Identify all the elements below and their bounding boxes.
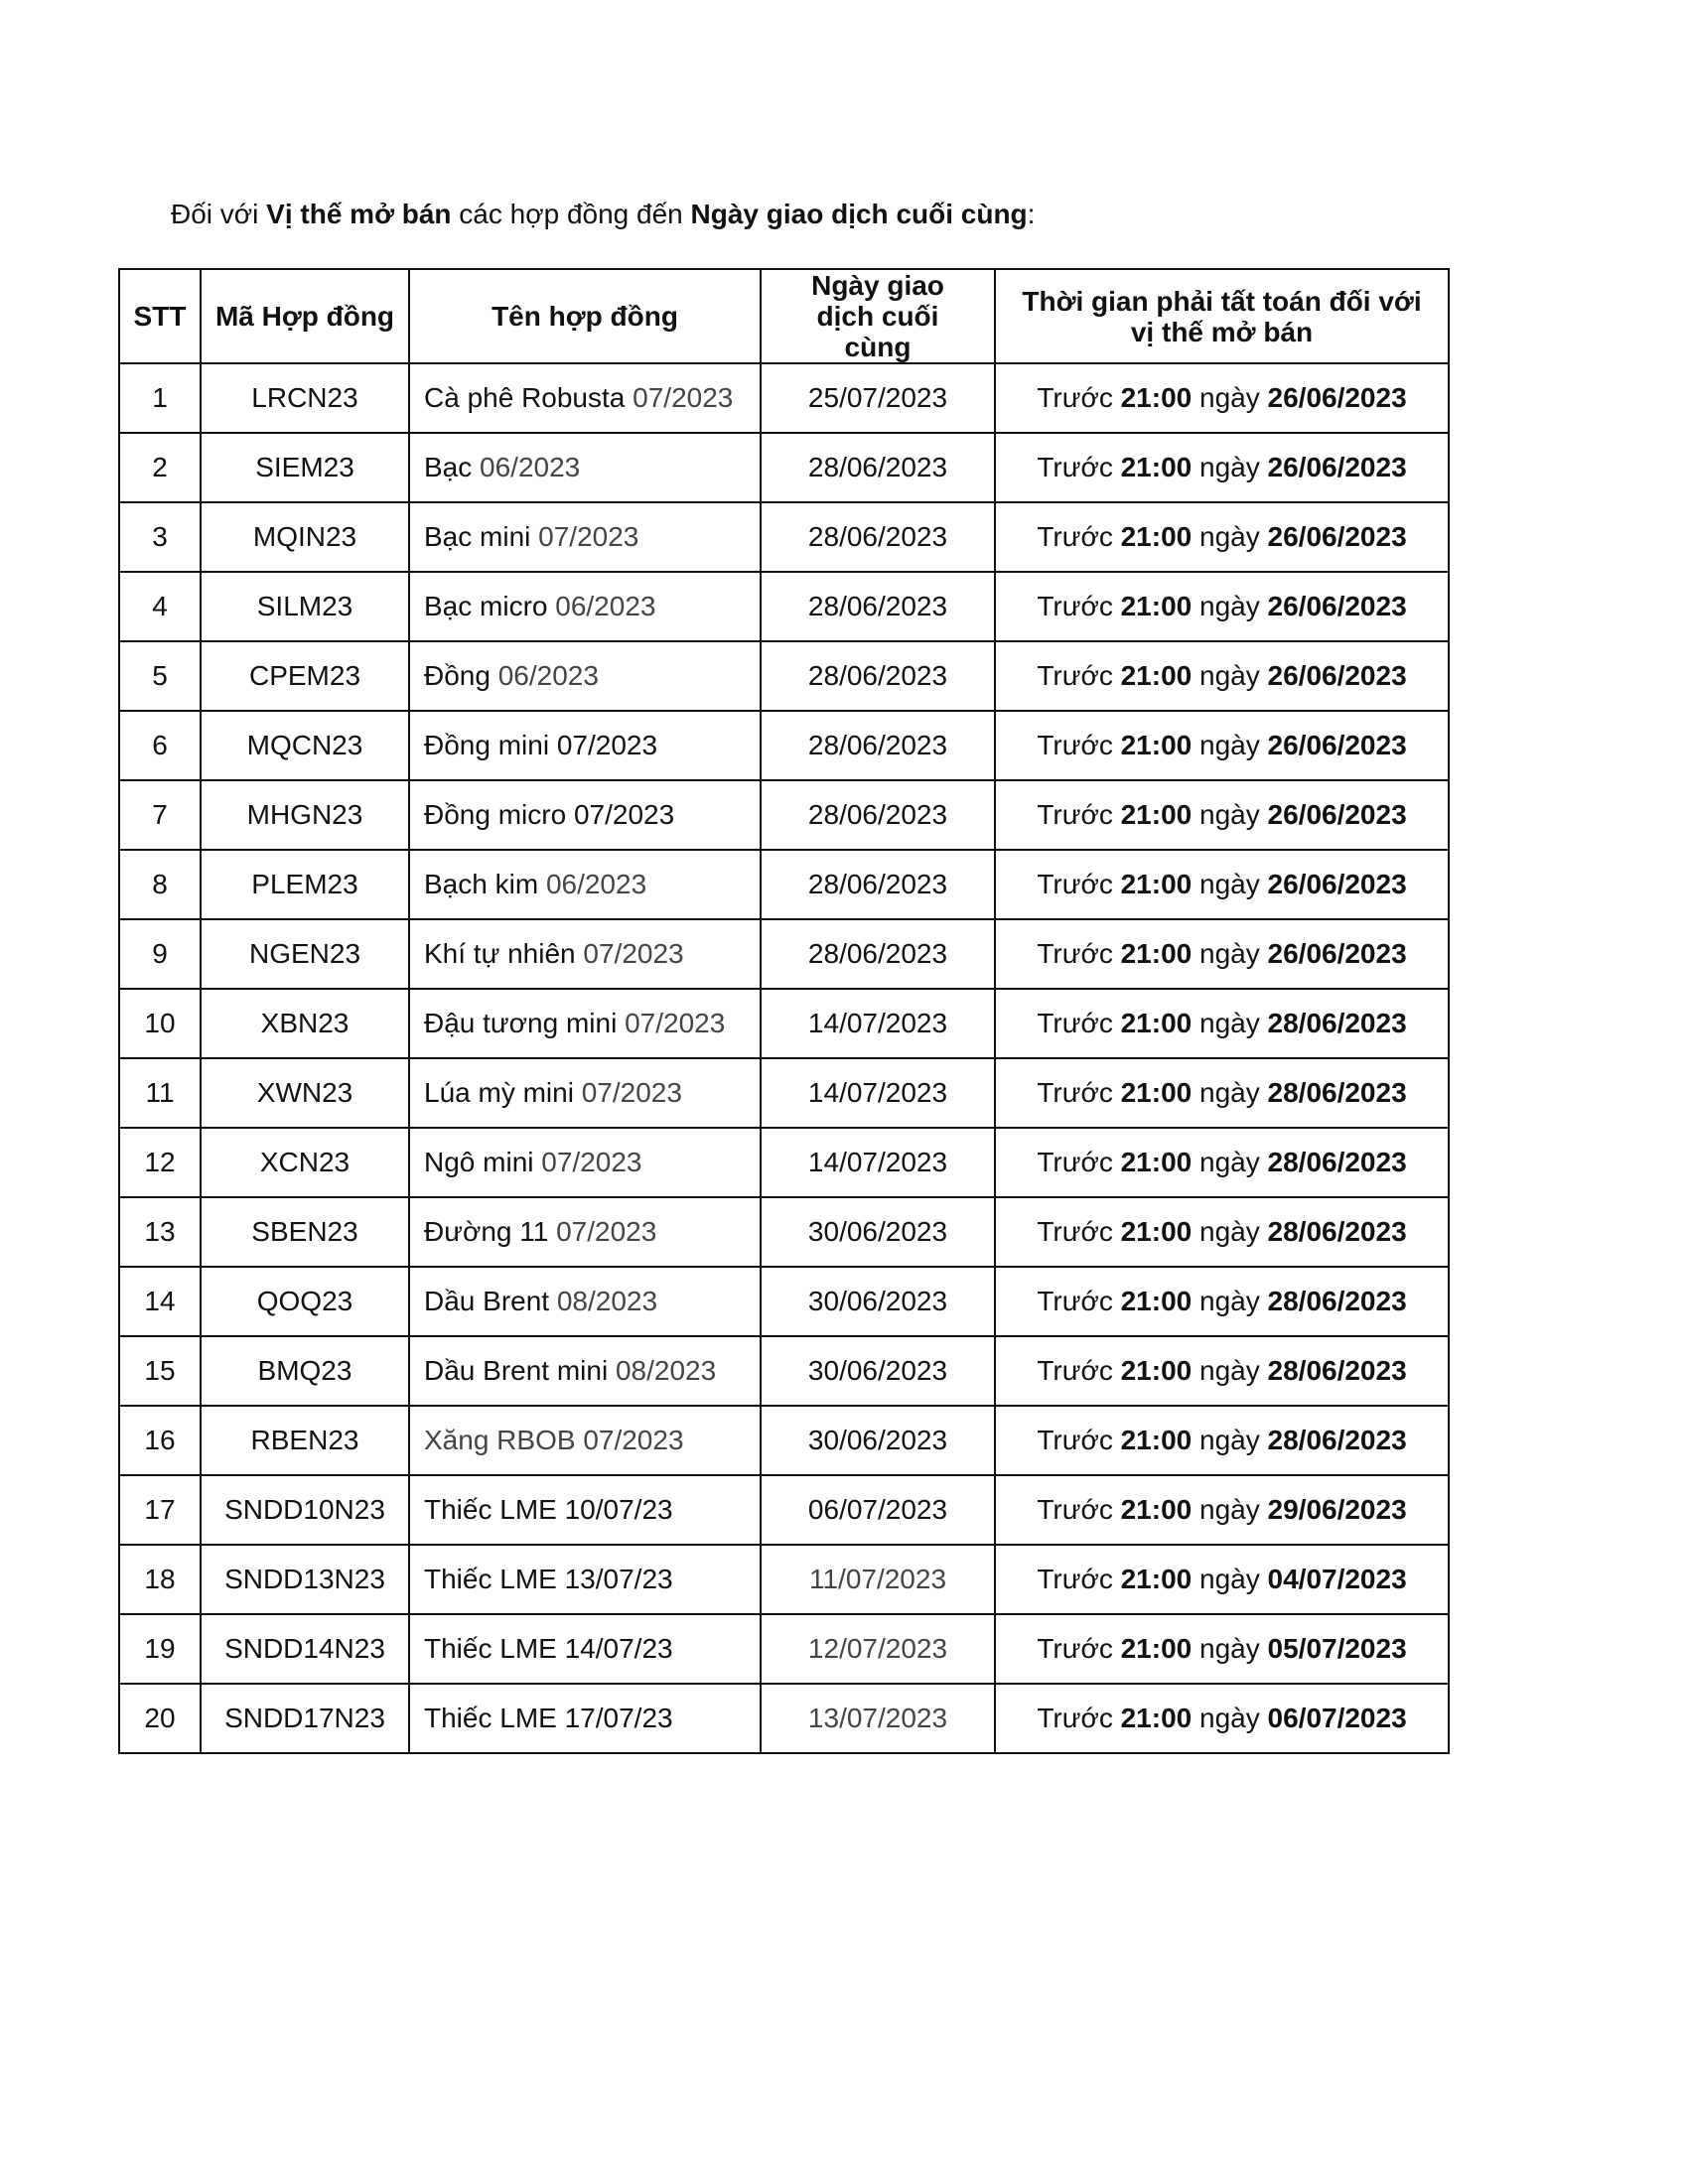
deadline-prefix: Trước — [1037, 1008, 1113, 1038]
deadline-date: 28/06/2023 — [1267, 1286, 1407, 1316]
contract-name-text: Dầu Brent — [424, 1286, 550, 1316]
cell-settlement-deadline — [995, 1545, 1449, 1614]
cell-settlement-deadline — [995, 850, 1449, 919]
contract-name-text: Ngô mini — [424, 1147, 534, 1177]
deadline-date: 06/07/2023 — [1267, 1703, 1407, 1733]
cell-last-trading-day: 30/06/2023 — [761, 1267, 995, 1336]
cell-stt: 8 — [119, 850, 201, 919]
deadline-prefix: Trước — [1037, 799, 1113, 830]
table-row — [119, 502, 1449, 572]
cell-contract-code: SNDD10N23 — [201, 1475, 409, 1545]
cell-stt: 14 — [119, 1267, 201, 1336]
cell-settlement-deadline — [995, 711, 1449, 780]
deadline-date: 28/06/2023 — [1267, 1355, 1407, 1386]
deadline-word: ngày — [1199, 799, 1260, 830]
table-row — [119, 711, 1449, 780]
deadline-date: 26/06/2023 — [1267, 799, 1407, 830]
contract-name-text: Thiếc LME — [424, 1494, 557, 1525]
contract-month-text: 07/2023 — [583, 1425, 684, 1455]
deadline-prefix: Trước — [1037, 938, 1113, 969]
deadline-time: 21:00 — [1120, 869, 1193, 899]
cell-contract-code: XWN23 — [201, 1058, 409, 1128]
cell-contract-name — [409, 1545, 761, 1614]
intro-bold-last-trading-day: Ngày giao dịch cuối cùng — [690, 199, 1028, 229]
cell-contract-name — [409, 850, 761, 919]
contract-name-text: Xăng RBOB — [424, 1425, 576, 1455]
cell-contract-name — [409, 363, 761, 433]
contract-name-text: Bạc — [424, 452, 473, 482]
table-row — [119, 1684, 1449, 1753]
cell-stt: 12 — [119, 1128, 201, 1197]
intro-text-1: Đối với — [171, 199, 267, 229]
header-contract-name: Tên hợp đồng — [409, 269, 761, 363]
deadline-time: 21:00 — [1120, 1355, 1193, 1386]
cell-settlement-deadline — [995, 433, 1449, 502]
deadline-word: ngày — [1199, 452, 1260, 482]
cell-last-trading-day: 28/06/2023 — [761, 919, 995, 989]
cell-contract-code: SNDD17N23 — [201, 1684, 409, 1753]
contract-month-text: 08/2023 — [615, 1355, 717, 1386]
cell-contract-code: RBEN23 — [201, 1406, 409, 1475]
deadline-word: ngày — [1199, 1564, 1260, 1594]
cell-contract-name — [409, 780, 761, 850]
cell-settlement-deadline — [995, 1267, 1449, 1336]
contract-month-text: 06/2023 — [545, 869, 647, 899]
deadline-prefix: Trước — [1037, 1286, 1113, 1316]
contract-month-text: 10/07/23 — [564, 1494, 673, 1525]
deadline-date: 26/06/2023 — [1267, 452, 1407, 482]
cell-contract-name — [409, 1058, 761, 1128]
cell-stt: 11 — [119, 1058, 201, 1128]
deadline-time: 21:00 — [1120, 938, 1193, 969]
cell-contract-name — [409, 502, 761, 572]
deadline-date: 26/06/2023 — [1267, 938, 1407, 969]
cell-stt: 19 — [119, 1614, 201, 1684]
table-row — [119, 1128, 1449, 1197]
deadline-date: 26/06/2023 — [1267, 382, 1407, 413]
cell-last-trading-day: 14/07/2023 — [761, 989, 995, 1058]
cell-stt: 16 — [119, 1406, 201, 1475]
cell-contract-name — [409, 1684, 761, 1753]
deadline-word: ngày — [1199, 521, 1260, 552]
contract-month-text: 07/2023 — [573, 799, 675, 830]
contract-month-text: 07/2023 — [625, 1008, 726, 1038]
table-row — [119, 363, 1449, 433]
table-row — [119, 1406, 1449, 1475]
deadline-word: ngày — [1199, 1147, 1260, 1177]
contract-name-text: Dầu Brent mini — [424, 1355, 609, 1386]
contract-name-text: Thiếc LME — [424, 1564, 557, 1594]
contract-month-text: 07/2023 — [556, 1216, 657, 1247]
deadline-time: 21:00 — [1120, 1703, 1193, 1733]
deadline-word: ngày — [1199, 1355, 1260, 1386]
cell-contract-name — [409, 1267, 761, 1336]
deadline-word: ngày — [1199, 1494, 1260, 1525]
intro-text-2: các hợp đồng đến — [451, 199, 691, 229]
table-header-row — [119, 269, 1449, 363]
deadline-word: ngày — [1199, 382, 1260, 413]
deadline-time: 21:00 — [1120, 660, 1193, 691]
cell-stt: 13 — [119, 1197, 201, 1267]
cell-contract-name — [409, 641, 761, 711]
cell-settlement-deadline — [995, 641, 1449, 711]
cell-contract-code: XCN23 — [201, 1128, 409, 1197]
table-row — [119, 1545, 1449, 1614]
contract-name-text: Đậu tương mini — [424, 1008, 618, 1038]
cell-contract-name — [409, 1475, 761, 1545]
deadline-prefix: Trước — [1037, 1633, 1113, 1664]
deadline-word: ngày — [1199, 660, 1260, 691]
table-row — [119, 1475, 1449, 1545]
deadline-date: 28/06/2023 — [1267, 1147, 1407, 1177]
contract-month-text: 07/2023 — [541, 1147, 642, 1177]
deadline-word: ngày — [1199, 591, 1260, 621]
cell-last-trading-day: 06/07/2023 — [761, 1475, 995, 1545]
deadline-time: 21:00 — [1120, 1008, 1193, 1038]
deadline-date: 28/06/2023 — [1267, 1077, 1407, 1108]
cell-last-trading-day: 13/07/2023 — [761, 1684, 995, 1753]
cell-contract-name — [409, 989, 761, 1058]
cell-last-trading-day: 28/06/2023 — [761, 572, 995, 641]
deadline-word: ngày — [1199, 1216, 1260, 1247]
deadline-time: 21:00 — [1120, 1494, 1193, 1525]
deadline-time: 21:00 — [1120, 1147, 1193, 1177]
cell-contract-name — [409, 1128, 761, 1197]
deadline-prefix: Trước — [1037, 1077, 1113, 1108]
deadline-prefix: Trước — [1037, 452, 1113, 482]
table-row — [119, 641, 1449, 711]
cell-last-trading-day: 28/06/2023 — [761, 780, 995, 850]
cell-stt: 17 — [119, 1475, 201, 1545]
intro-text-3: : — [1027, 199, 1036, 229]
contract-name-text: Đồng — [424, 660, 491, 691]
cell-contract-code: SBEN23 — [201, 1197, 409, 1267]
deadline-time: 21:00 — [1120, 1425, 1193, 1455]
cell-stt: 4 — [119, 572, 201, 641]
deadline-date: 04/07/2023 — [1267, 1564, 1407, 1594]
cell-settlement-deadline — [995, 1406, 1449, 1475]
table-row — [119, 919, 1449, 989]
cell-settlement-deadline — [995, 502, 1449, 572]
cell-settlement-deadline — [995, 1684, 1449, 1753]
cell-last-trading-day: 12/07/2023 — [761, 1614, 995, 1684]
cell-last-trading-day: 28/06/2023 — [761, 502, 995, 572]
deadline-word: ngày — [1199, 869, 1260, 899]
header-stt: STT — [119, 269, 201, 363]
contract-month-text: 06/2023 — [480, 452, 581, 482]
contract-month-text: 07/2023 — [633, 382, 734, 413]
cell-last-trading-day: 28/06/2023 — [761, 850, 995, 919]
cell-settlement-deadline — [995, 1614, 1449, 1684]
cell-settlement-deadline — [995, 780, 1449, 850]
deadline-time: 21:00 — [1120, 799, 1193, 830]
deadline-word: ngày — [1199, 1077, 1260, 1108]
deadline-prefix: Trước — [1037, 1147, 1113, 1177]
deadline-prefix: Trước — [1037, 1494, 1113, 1525]
deadline-date: 29/06/2023 — [1267, 1494, 1407, 1525]
contracts-table — [118, 268, 1450, 1754]
deadline-word: ngày — [1199, 1703, 1260, 1733]
contract-name-text: Thiếc LME — [424, 1633, 557, 1664]
header-contract-code: Mã Hợp đồng — [201, 269, 409, 363]
contract-name-text: Đồng micro — [424, 799, 567, 830]
cell-last-trading-day: 30/06/2023 — [761, 1197, 995, 1267]
deadline-time: 21:00 — [1120, 1216, 1193, 1247]
cell-contract-code: MHGN23 — [201, 780, 409, 850]
deadline-prefix: Trước — [1037, 521, 1113, 552]
deadline-time: 21:00 — [1120, 1633, 1193, 1664]
intro-sentence — [171, 195, 1035, 234]
table-row — [119, 433, 1449, 502]
table-row — [119, 989, 1449, 1058]
contract-month-text: 07/2023 — [583, 938, 684, 969]
contract-name-text: Cà phê Robusta — [424, 382, 626, 413]
cell-settlement-deadline — [995, 989, 1449, 1058]
cell-stt: 18 — [119, 1545, 201, 1614]
deadline-word: ngày — [1199, 1286, 1260, 1316]
contract-name-text: Thiếc LME — [424, 1703, 557, 1733]
cell-last-trading-day: 11/07/2023 — [761, 1545, 995, 1614]
cell-settlement-deadline — [995, 1197, 1449, 1267]
cell-last-trading-day: 28/06/2023 — [761, 433, 995, 502]
contract-month-text: 06/2023 — [497, 660, 599, 691]
deadline-date: 28/06/2023 — [1267, 1425, 1407, 1455]
contract-month-text: 07/2023 — [556, 730, 658, 760]
contract-name-text: Khí tự nhiên — [424, 938, 576, 969]
cell-contract-code: SNDD14N23 — [201, 1614, 409, 1684]
deadline-time: 21:00 — [1120, 1564, 1193, 1594]
deadline-date: 28/06/2023 — [1267, 1008, 1407, 1038]
table-row — [119, 850, 1449, 919]
cell-last-trading-day: 28/06/2023 — [761, 711, 995, 780]
cell-contract-name — [409, 433, 761, 502]
contract-name-text: Bạc mini — [424, 521, 531, 552]
contract-month-text: 14/07/23 — [564, 1633, 673, 1664]
cell-contract-code: PLEM23 — [201, 850, 409, 919]
cell-contract-name — [409, 1197, 761, 1267]
cell-settlement-deadline — [995, 572, 1449, 641]
cell-stt: 5 — [119, 641, 201, 711]
table-row — [119, 780, 1449, 850]
cell-last-trading-day: 28/06/2023 — [761, 641, 995, 711]
deadline-date: 26/06/2023 — [1267, 869, 1407, 899]
deadline-date: 26/06/2023 — [1267, 591, 1407, 621]
deadline-prefix: Trước — [1037, 730, 1113, 760]
cell-stt: 7 — [119, 780, 201, 850]
deadline-word: ngày — [1199, 730, 1260, 760]
deadline-prefix: Trước — [1037, 1216, 1113, 1247]
deadline-date: 05/07/2023 — [1267, 1633, 1407, 1664]
cell-stt: 9 — [119, 919, 201, 989]
deadline-time: 21:00 — [1120, 382, 1193, 413]
deadline-time: 21:00 — [1120, 452, 1193, 482]
deadline-word: ngày — [1199, 1633, 1260, 1664]
cell-settlement-deadline — [995, 363, 1449, 433]
table-row — [119, 1197, 1449, 1267]
contract-name-text: Bạc micro — [424, 591, 548, 621]
cell-contract-name — [409, 711, 761, 780]
table-body — [119, 363, 1449, 1753]
cell-stt: 15 — [119, 1336, 201, 1406]
deadline-word: ngày — [1199, 1425, 1260, 1455]
deadline-prefix: Trước — [1037, 591, 1113, 621]
cell-contract-name — [409, 1406, 761, 1475]
deadline-time: 21:00 — [1120, 591, 1193, 621]
cell-last-trading-day: 14/07/2023 — [761, 1128, 995, 1197]
cell-settlement-deadline — [995, 1128, 1449, 1197]
deadline-date: 26/06/2023 — [1267, 521, 1407, 552]
intro-bold-open-short-position: Vị thế mở bán — [266, 199, 452, 229]
cell-contract-code: SNDD13N23 — [201, 1545, 409, 1614]
cell-settlement-deadline — [995, 1336, 1449, 1406]
cell-last-trading-day: 14/07/2023 — [761, 1058, 995, 1128]
deadline-date: 26/06/2023 — [1267, 660, 1407, 691]
table-row — [119, 1058, 1449, 1128]
cell-settlement-deadline — [995, 919, 1449, 989]
cell-contract-code: NGEN23 — [201, 919, 409, 989]
contract-month-text: 08/2023 — [556, 1286, 658, 1316]
deadline-time: 21:00 — [1120, 730, 1193, 760]
contract-name-text: Lúa mỳ mini — [424, 1077, 574, 1108]
cell-stt: 1 — [119, 363, 201, 433]
header-last-trading-day: Ngày giao dịch cuối cùng — [761, 269, 995, 363]
deadline-prefix: Trước — [1037, 1425, 1113, 1455]
contract-month-text: 07/2023 — [538, 521, 639, 552]
cell-contract-name — [409, 919, 761, 989]
deadline-prefix: Trước — [1037, 1564, 1113, 1594]
cell-stt: 10 — [119, 989, 201, 1058]
cell-contract-code: XBN23 — [201, 989, 409, 1058]
contract-month-text: 06/2023 — [555, 591, 656, 621]
deadline-date: 28/06/2023 — [1267, 1216, 1407, 1247]
deadline-prefix: Trước — [1037, 869, 1113, 899]
deadline-date: 26/06/2023 — [1267, 730, 1407, 760]
cell-contract-code: BMQ23 — [201, 1336, 409, 1406]
header-settlement-deadline: Thời gian phải tất toán đối với vị thế mở bán — [995, 269, 1449, 363]
cell-settlement-deadline — [995, 1475, 1449, 1545]
table-row — [119, 572, 1449, 641]
table-row — [119, 1614, 1449, 1684]
cell-contract-name — [409, 1336, 761, 1406]
cell-contract-name — [409, 1614, 761, 1684]
deadline-word: ngày — [1199, 1008, 1260, 1038]
deadline-word: ngày — [1199, 938, 1260, 969]
deadline-prefix: Trước — [1037, 660, 1113, 691]
cell-contract-name — [409, 572, 761, 641]
cell-stt: 20 — [119, 1684, 201, 1753]
contract-month-text: 17/07/23 — [564, 1703, 673, 1733]
deadline-prefix: Trước — [1037, 382, 1113, 413]
cell-last-trading-day: 30/06/2023 — [761, 1406, 995, 1475]
deadline-prefix: Trước — [1037, 1703, 1113, 1733]
cell-contract-code: MQCN23 — [201, 711, 409, 780]
cell-contract-code: SIEM23 — [201, 433, 409, 502]
cell-last-trading-day: 30/06/2023 — [761, 1336, 995, 1406]
cell-contract-code: CPEM23 — [201, 641, 409, 711]
cell-stt: 6 — [119, 711, 201, 780]
deadline-prefix: Trước — [1037, 1355, 1113, 1386]
contract-month-text: 07/2023 — [581, 1077, 682, 1108]
deadline-time: 21:00 — [1120, 1077, 1193, 1108]
table-row — [119, 1336, 1449, 1406]
deadline-time: 21:00 — [1120, 1286, 1193, 1316]
cell-contract-code: SILM23 — [201, 572, 409, 641]
cell-stt: 2 — [119, 433, 201, 502]
cell-contract-code: QOQ23 — [201, 1267, 409, 1336]
contract-month-text: 13/07/23 — [564, 1564, 673, 1594]
cell-settlement-deadline — [995, 1058, 1449, 1128]
contract-name-text: Đường 11 — [424, 1216, 549, 1247]
cell-stt: 3 — [119, 502, 201, 572]
contract-name-text: Bạch kim — [424, 869, 539, 899]
cell-last-trading-day: 25/07/2023 — [761, 363, 995, 433]
cell-contract-code: MQIN23 — [201, 502, 409, 572]
cell-contract-code: LRCN23 — [201, 363, 409, 433]
table-row — [119, 1267, 1449, 1336]
deadline-time: 21:00 — [1120, 521, 1193, 552]
contract-name-text: Đồng mini — [424, 730, 550, 760]
